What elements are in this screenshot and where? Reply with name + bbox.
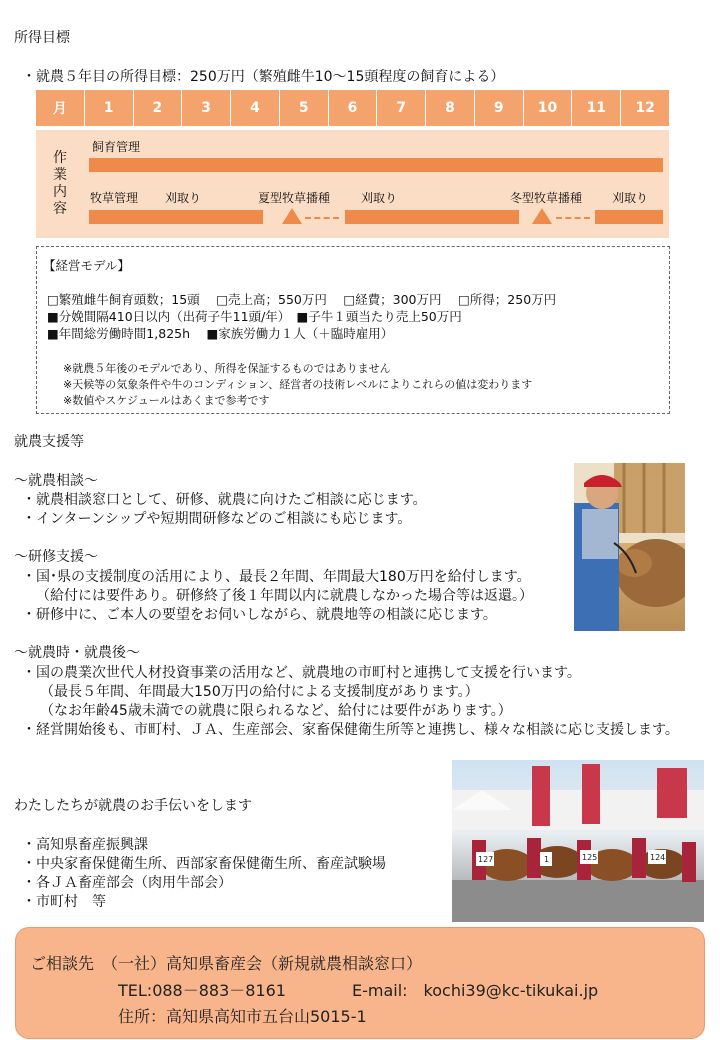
section-title-support: 就農支援等 — [14, 434, 84, 450]
contact-box — [15, 927, 705, 1039]
winter-sow-label: 冬型牧草播種 — [510, 191, 583, 205]
month-cell: 月 — [52, 101, 67, 117]
contact-email[interactable]: E-mail: kochi39@kc-tikukai.jp — [352, 981, 599, 1000]
month-cell: 8 — [425, 90, 474, 126]
month-cell: 3 — [181, 90, 230, 126]
summer-sow-label: 夏型牧草播種 — [258, 191, 331, 205]
cow-number-label: 127 — [478, 855, 494, 864]
after-item-1: ・国の農業次世代人材投資事業の活用など、就農地の市町村と連携して支援を行います。 — [22, 665, 581, 681]
contact-label: ご相談先 （一社）高知県畜産会（新規就農相談窓口） — [30, 954, 423, 973]
farmer-cow-photo — [574, 463, 685, 631]
month-cell: 10 — [523, 90, 572, 126]
group-cattle-photo — [452, 760, 704, 922]
cow-number-label: 124 — [650, 853, 666, 862]
org-item-2: ・中央家畜保健衛生所、西部家畜保健衛生所、畜産試験場 — [22, 856, 386, 872]
contact-address: 住所：高知県高知市五台山5015-1 — [118, 1007, 367, 1026]
pasture-bar-3 — [595, 210, 663, 224]
cow-number-label: 1 — [544, 855, 550, 864]
month-cell: 12 — [620, 90, 669, 126]
month-cell: 5 — [279, 90, 328, 126]
feeding-bar — [89, 158, 663, 172]
consult-item-1: ・就農相談窓口として、研修、就農に向けたご相談に応じます。 — [22, 492, 427, 508]
training-heading: ～研修支援～ — [14, 549, 98, 565]
month-cell: 6 — [328, 90, 377, 126]
month-cell: 2 — [133, 90, 182, 126]
cow-number-label: 125 — [582, 853, 598, 862]
contact-tel: TEL:088－883－8161 — [118, 981, 286, 1000]
month-header — [36, 90, 669, 126]
model-line-3: ■年間総労働時間1,825h ■家族労働力１人（＋臨時雇用） — [47, 326, 394, 341]
model-note-3: ※数値やスケジュールはあくまで参考です — [63, 394, 270, 407]
winter-sow-marker — [532, 208, 552, 224]
org-item-1: ・高知県畜産振興課 — [22, 837, 148, 853]
winter-sow-dash — [556, 217, 590, 219]
training-item-1: ・国･県の支援制度の活用により、最長２年間、年間最大180万円を給付します。 — [22, 569, 531, 585]
month-cell: 9 — [474, 90, 523, 126]
pasture-bar-2 — [345, 210, 519, 224]
model-note-2: ※天候等の気象条件や牛のコンディション、経営者の技術レベルによりこれらの値は変わります — [63, 378, 533, 391]
month-cell: 1 — [84, 90, 133, 126]
section-title-help: わたしたちが就農のお手伝いをします — [14, 798, 252, 814]
after-item-3: （なお年齢45歳未満での就農に限られるなど、給付には要件があります。） — [40, 703, 512, 719]
business-model-box — [36, 246, 670, 414]
month-cell: 7 — [376, 90, 425, 126]
income-goal-line: ・就農５年目の所得目標：250万円（繁殖雌牛10～15頭程度の飼育による） — [22, 69, 505, 85]
month-cell: 11 — [571, 90, 620, 126]
summer-sow-dash — [305, 217, 339, 219]
model-title: 【経営モデル】 — [43, 258, 130, 273]
consult-heading: ～就農相談～ — [14, 473, 98, 489]
work-content-label: 作業内容 — [53, 150, 67, 217]
model-note-1: ※就農５年後のモデルであり、所得を保証するものではありません — [63, 362, 391, 375]
feeding-label: 飼育管理 — [92, 140, 141, 154]
org-item-4: ・市町村 等 — [22, 894, 106, 910]
model-line-2: ■分娩間隔410日以内（出荷子牛11頭/年） ■子牛１頭当たり売上50万円 — [47, 309, 462, 324]
org-item-3: ・各ＪＡ畜産部会（肉用牛部会） — [22, 875, 232, 891]
training-item-2: （給付には要件あり。研修終了後１年間以内に就農しなかった場合等は返還。） — [36, 588, 533, 604]
training-item-3: ・研修中に、ご本人の要望をお伺いしながら、就農地等の相談に応じます。 — [22, 607, 497, 623]
section-title-income: 所得目標 — [14, 30, 70, 46]
cut-label-2: 刈取り — [361, 191, 398, 205]
month-cell: 4 — [230, 90, 279, 126]
cut-label-3: 刈取り — [612, 191, 649, 205]
model-line-1: □繁殖雌牛飼育頭数；15頭 □売上高；550万円 □経費；300万円 □所得；250万円 — [47, 292, 557, 307]
pasture-label: 牧草管理 — [90, 191, 139, 205]
after-item-4: ・経営開始後も、市町村、ＪＡ、生産部会、家畜保健衛生所等と連携し、様々な相談に応じ支援します。 — [22, 722, 679, 738]
after-heading: ～就農時・就農後～ — [14, 645, 140, 661]
consult-item-2: ・インターンシップや短期間研修などのご相談にも応じます。 — [22, 511, 412, 527]
after-item-2: （最長５年間、年間最大150万円の給付による支援制度があります。） — [40, 684, 479, 700]
cut-label-1: 刈取り — [165, 191, 202, 205]
pasture-bar-1 — [89, 210, 263, 224]
summer-sow-marker — [282, 208, 302, 224]
